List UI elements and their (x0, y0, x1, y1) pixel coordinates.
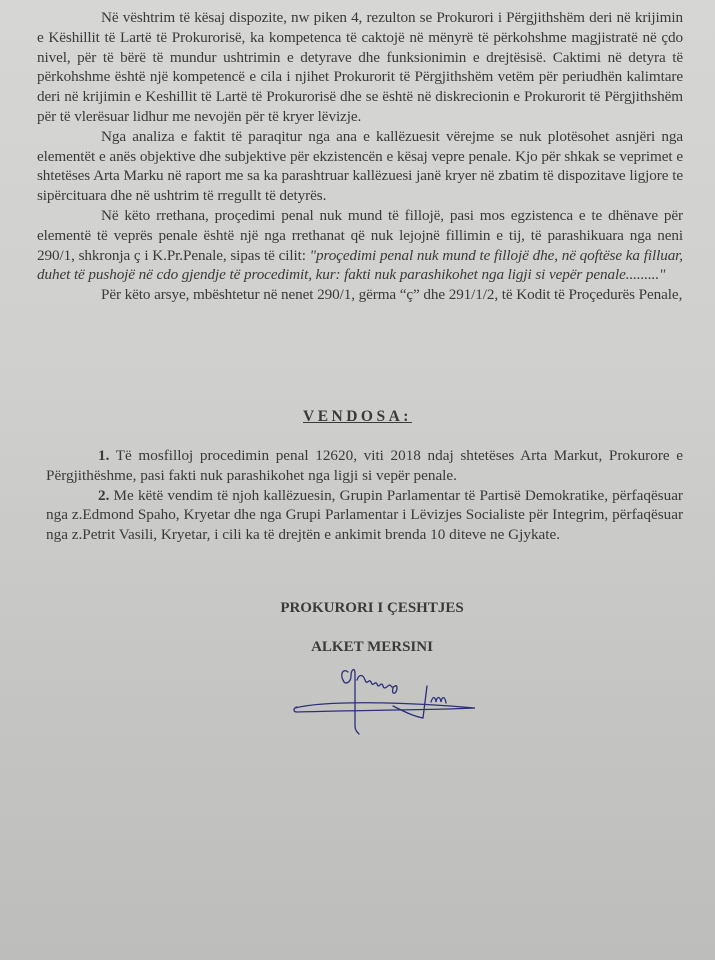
paragraph-3-text: Në këto rrethana, proçedimi penal nuk mund të fillojë, pasi mos egzistenca e te dhënave për elementë të veprës penale është një nga rrethanat që nuk lejojnë fillimin e tij, të parashikuara nga neni 290/1, shkronja ç i K.Pr.Penale, sipas të cilit: (37, 206, 683, 264)
decision-item (46, 486, 683, 545)
paragraph-4: Për këto arsye, mbështetur në nenet 290/1, gërma “ç” dhe 291/1/2, të Kodit të Proçedurës Penale, (101, 286, 683, 304)
signature-stroke (342, 670, 359, 734)
decision-text: Me këtë vendim të njoh kallëzuesin, Grupin Parlamentar të Partisë Demokratike, përfaqësuar nga z.Edmond Spaho, Kryetar dhe nga Grupi Parlamentar i Lëvizjes Socialiste për Integrim, përfaqësuar nga z.Petrit Vasili, Kryetar, i cili ka të drejtën e ankimit brenda 10 diteve ne Gjykate. (46, 486, 683, 544)
decision-text: Të mosfilloj procedimin penal 12620, viti 2018 ndaj shtetëses Arta Markut, Prokurore e Përgjithëshme, pasi fakti nuk parashikohet nga ligji si vepër penale. (46, 447, 683, 484)
handwritten-signature (285, 660, 485, 735)
document-body (37, 8, 683, 305)
signatory-title: PROKURORI I ÇESHTJES (280, 600, 464, 616)
decision-number: 1. (98, 447, 110, 464)
paragraph-1: Në vështrim të kësaj dispozite, nw piken 4, rezulton se Prokurori i Përgjithshëm deri në krijimin e Këshillit të Lartë të Prokurorisë, ka kompetenca të caktojë në mënyrë të përkohshme magjistratë në çdo nivel, për të bërë të mundur ushtrimin e detyrave dhe funksionimin e drejtësisë. Caktimi në detyra të përkohshme është një kompetencë e cila i njihet Prokurorit të Përgjithshëm vetëm për periudhën kalimtare deri në krijimin e Keshillit të Lartë të Prokurorisë dhe se është në diskrecionin e Prokurorit të Përgjithshëm për të vlerësuar lidhur me nevojën për të kryer lëvizje. (37, 9, 683, 125)
decision-heading: VENDOSA: (303, 408, 412, 425)
decision-number: 2. (98, 486, 110, 504)
signature-stroke (357, 676, 397, 694)
paragraph-2: Nga analiza e faktit të paraqitur nga ana e kallëzuesit vërejme se nuk plotësohet asnjëri nga elementët e anës objektive dhe subjektive për ekzistencën e kësaj vepre penale. Kjo për shkak se veprimet e shtetëses Arta Marku në raport me sa ka parashtruar kallëzuesi janë kryer në zbatim të dispozitave ligjore te sipërcituara dhe në ushtrim të rregullt të detyrës. (37, 127, 683, 205)
signature-stroke (431, 698, 446, 704)
signatory-name: ALKET MERSINI (311, 639, 433, 655)
paragraph-3 (37, 206, 683, 285)
decision-list (46, 446, 683, 545)
decision-item (46, 446, 683, 486)
signature-stroke (393, 686, 427, 718)
signature-stroke (294, 703, 475, 712)
legal-quote: "proçedimi penal nuk mund te fillojë dhe, në qoftëse ka filluar, duhet të pushojë në cdo gjendje të procedimit, kur: fakti nuk parashikohet nga ligji si vepër penale........." (37, 246, 684, 284)
